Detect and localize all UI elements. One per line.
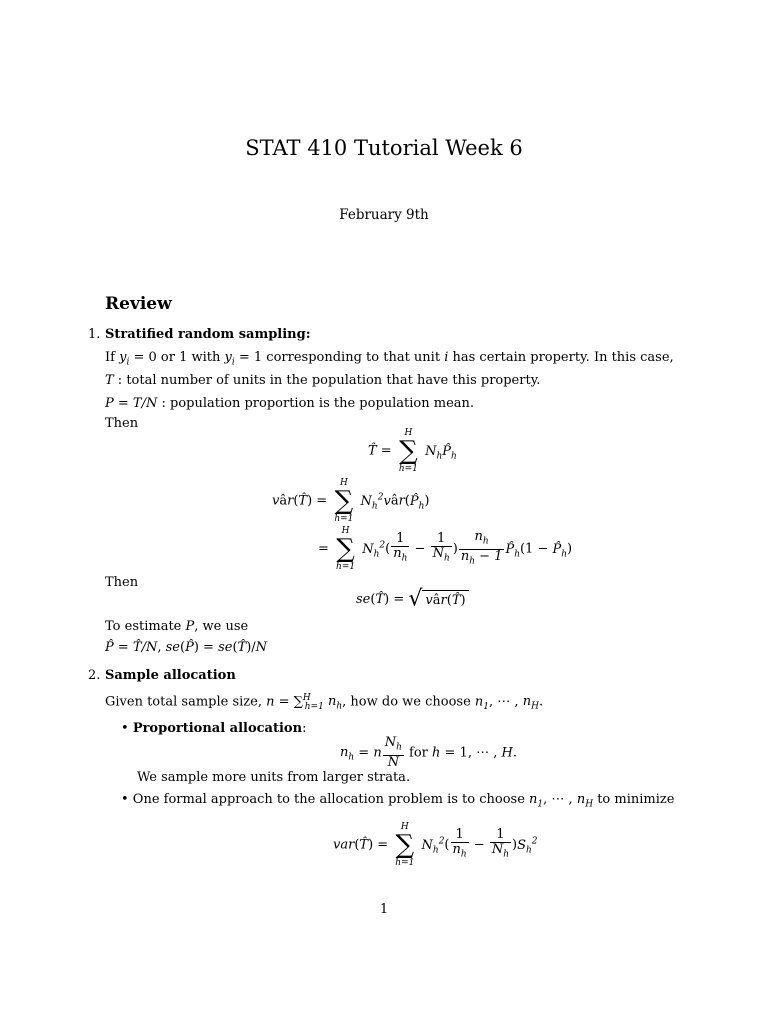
item-1-estimate-line: To estimate P, we use bbox=[105, 619, 249, 634]
item-1-line-2: T : total number of units in the population that have this property. bbox=[105, 373, 541, 388]
equation-var-t-hat-minimize: var(T̂) = H ∑ h=1 $N_h^2$( $\frac{1}{n_h}$ − $\frac{1}{N_h}$ )$S_h^2$ bbox=[333, 822, 538, 868]
equation-proportional-allocation: $n_h = n$ $\frac{N_h}{N}$ for h = 1, ⋯ , H. bbox=[340, 735, 517, 770]
bullet-2: • One formal approach to the allocation problem is to choose $n_1$, ⋯ , $n_H$ to minimize bbox=[121, 792, 675, 810]
item-1-heading: Stratified random sampling: bbox=[105, 327, 311, 342]
item-2-number: 2. bbox=[88, 668, 101, 683]
item-1-number: 1. bbox=[88, 327, 101, 342]
bullet-1-suffix: : bbox=[302, 721, 307, 736]
bullet-marker: • bbox=[121, 721, 129, 736]
item-1-line-3: P = T/N : population proportion is the population mean. bbox=[105, 396, 475, 411]
bullet-marker: • bbox=[121, 792, 129, 807]
equation-var-t-hat-expanded: = H ∑ h=1 $N_h^2$( $\frac{1}{n_h}$ − $\frac{1}{N_h}$ ) $\frac{n_h}{n_h - 1}$ $P̂_h(1$ − $P̂_h$) bbox=[318, 526, 573, 572]
item-1-line-1: If $y_i = 0$ or 1 with $y_i = 1$ corresponding to that unit i has certain property. In this case, bbox=[105, 350, 674, 368]
bullet-1-note: We sample more units from larger strata. bbox=[137, 770, 411, 785]
item-1-then-2: Then bbox=[105, 575, 139, 590]
bullet-1 bbox=[121, 721, 306, 737]
item-2-intro: Given total sample size, n = ∑$^H_{h=1}$ $n_h$, how do we choose $n_1$, ⋯ , $n_H$. bbox=[105, 693, 544, 712]
document-title: STAT 410 Tutorial Week 6 bbox=[245, 136, 523, 160]
item-2-heading: Sample allocation bbox=[105, 668, 236, 683]
item-1-then: Then bbox=[105, 416, 139, 431]
bullet-1-label: Proportional allocation bbox=[132, 721, 303, 736]
item-1-estimate-formula: P̂ = T̂/N, se(P̂) = se(T̂)/N bbox=[105, 640, 268, 655]
equation-var-t-hat: vâr(T̂) = H ∑ h=1 $N_h^2vâr(P̂_h)$ bbox=[272, 478, 430, 524]
document-date: February 9th bbox=[339, 207, 429, 223]
section-heading: Review bbox=[105, 294, 172, 314]
equation-se-t-hat: se(T̂) = √ vâr(T̂) bbox=[356, 590, 469, 609]
page-number: 1 bbox=[379, 902, 389, 917]
equation-t-hat: T̂ = H ∑ h=1 $N_hP̂_h$ bbox=[368, 428, 457, 474]
